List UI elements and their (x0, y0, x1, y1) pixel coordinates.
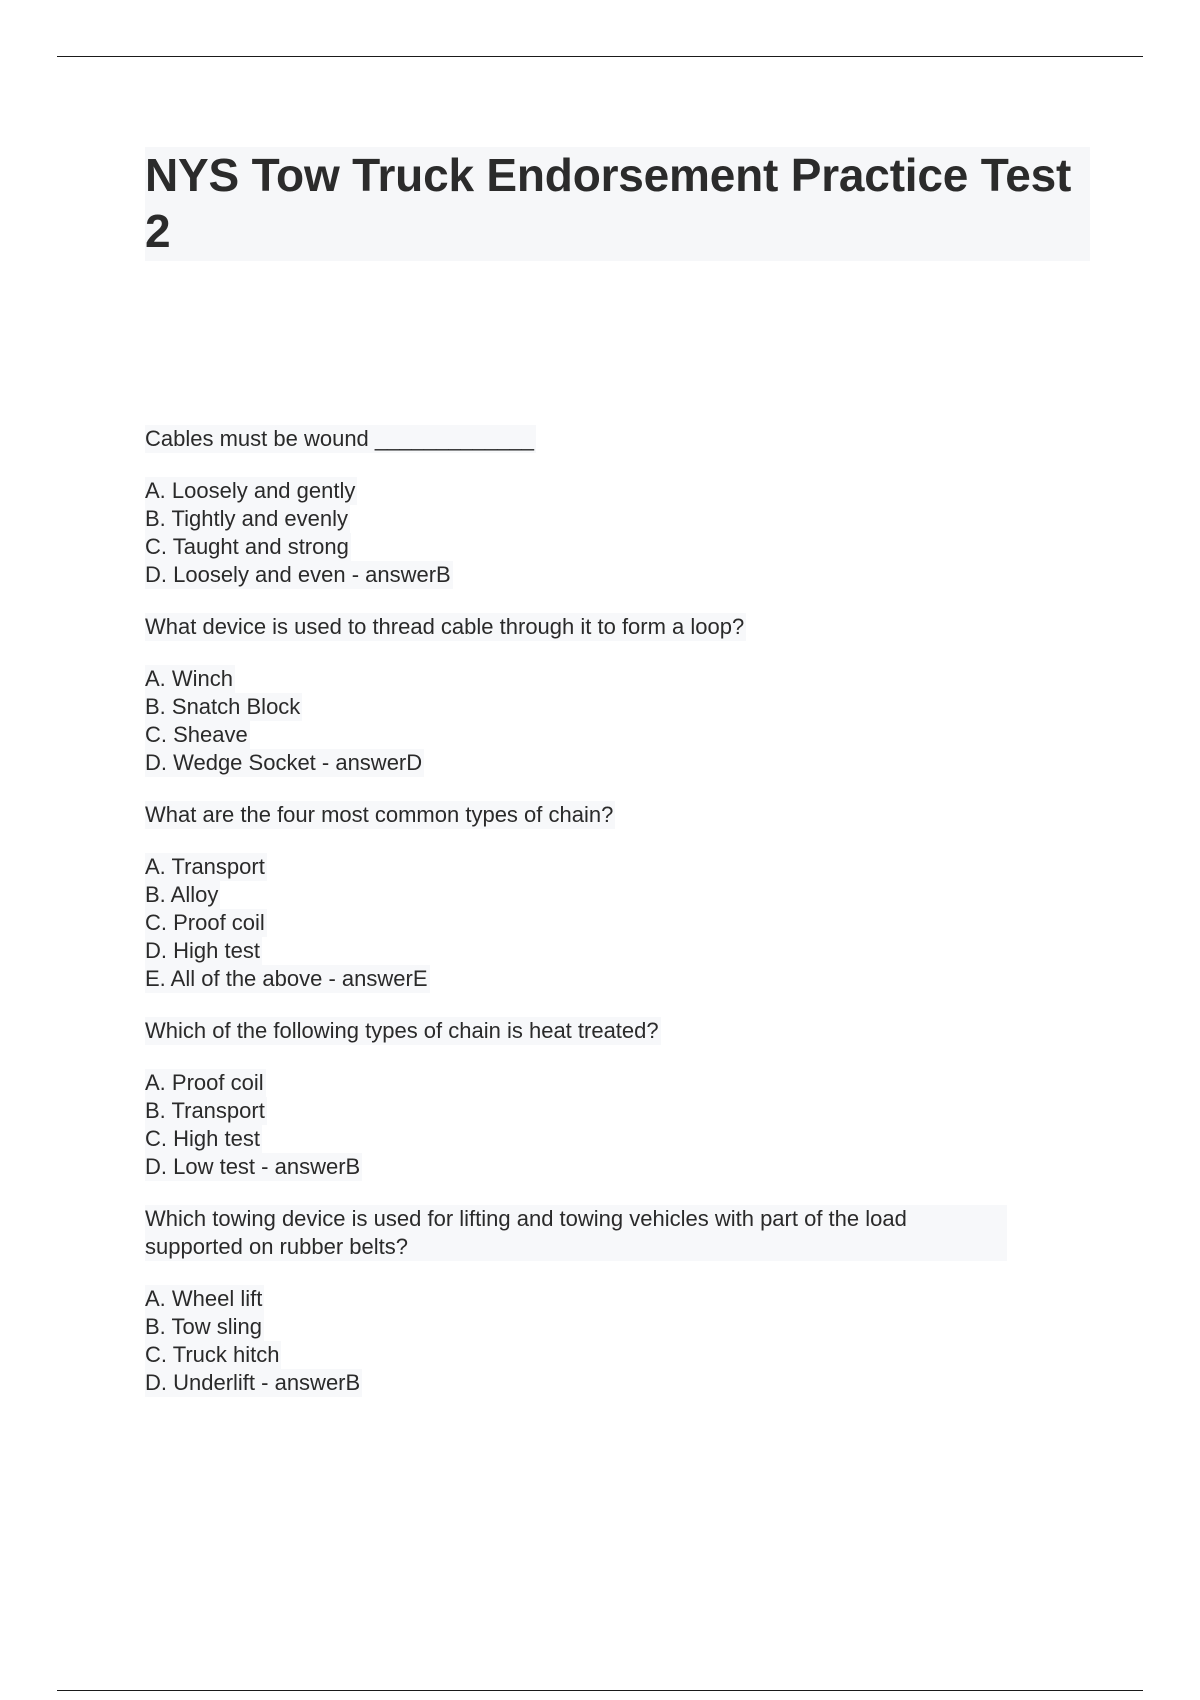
document-body (145, 147, 1090, 1421)
page-title: NYS Tow Truck Endorsement Practice Test 2 (145, 147, 1090, 261)
option-c: C. Proof coil (145, 910, 265, 935)
header-rule (57, 56, 1143, 57)
option-d: D. Wedge Socket - answerD (145, 750, 423, 775)
option-e: E. All of the above - answerE (145, 966, 428, 991)
option-a: A. Loosely and gently (145, 478, 356, 503)
footer-rule (57, 1690, 1143, 1691)
option-a: A. Winch (145, 666, 234, 691)
question-5 (145, 1205, 1090, 1397)
option-b: B. Transport (145, 1098, 265, 1123)
question-2 (145, 613, 1090, 777)
option-d: D. Underlift - answerB (145, 1370, 361, 1395)
question-text: Which of the following types of chain is heat treated? (145, 1018, 659, 1043)
option-c: C. Sheave (145, 722, 248, 747)
question-text: What device is used to thread cable through it to form a loop? (145, 614, 745, 639)
option-c: C. Taught and strong (145, 534, 349, 559)
question-text: What are the four most common types of chain? (145, 802, 614, 827)
question-text: Cables must be wound _____________ (145, 426, 534, 451)
option-d: D. Loosely and even - answerB (145, 562, 451, 587)
option-b: B. Tow sling (145, 1314, 262, 1339)
option-b: B. Alloy (145, 882, 219, 907)
option-list (145, 853, 1090, 993)
option-a: A. Wheel lift (145, 1286, 263, 1311)
option-list (145, 477, 1090, 589)
question-text: Which towing device is used for lifting and towing vehicles with part of the load supported on rubber belts? (145, 1205, 1007, 1261)
option-d: D. High test (145, 938, 260, 963)
option-a: A. Proof coil (145, 1070, 264, 1095)
option-b: B. Tightly and evenly (145, 506, 349, 531)
option-c: C. High test (145, 1126, 260, 1151)
option-b: B. Snatch Block (145, 694, 301, 719)
question-4 (145, 1017, 1090, 1181)
question-1 (145, 425, 1090, 589)
question-list (145, 425, 1090, 1397)
option-list (145, 665, 1090, 777)
option-list (145, 1285, 1090, 1397)
option-a: A. Transport (145, 854, 265, 879)
option-c: C. Truck hitch (145, 1342, 280, 1367)
question-3 (145, 801, 1090, 993)
option-d: D. Low test - answerB (145, 1154, 361, 1179)
option-list (145, 1069, 1090, 1181)
